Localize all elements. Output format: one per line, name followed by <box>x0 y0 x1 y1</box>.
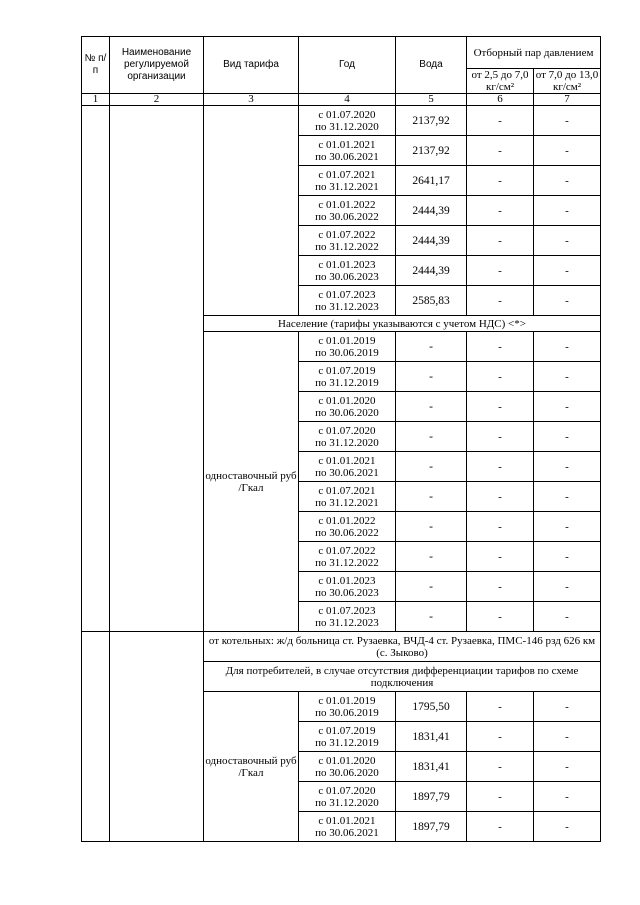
tariff-table <box>81 36 601 842</box>
water-value: - <box>396 422 467 452</box>
period-cell <box>299 602 396 632</box>
period-from: с 01.01.2020 <box>318 394 376 407</box>
header-water: Вода <box>396 37 467 94</box>
period-cell <box>299 106 396 136</box>
water-value: 2137,92 <box>396 106 467 136</box>
steam-low-value: - <box>467 256 534 286</box>
period-from: с 01.01.2023 <box>318 258 376 271</box>
period-to: по 31.12.2020 <box>315 796 379 809</box>
steam-low-value: - <box>467 542 534 572</box>
period-from: с 01.07.2023 <box>318 604 376 617</box>
steam-high-value: - <box>534 136 601 166</box>
period-cell <box>299 812 396 842</box>
steam-high-value: - <box>534 482 601 512</box>
steam-high-value: - <box>534 722 601 752</box>
period-to: по 30.06.2019 <box>315 706 379 719</box>
period-from: с 01.01.2020 <box>318 754 376 767</box>
boiler-label: от котельных: ж/д больница ст. Рузаевка, ВЧД-4 ст. Рузаевка, ПМС-146 рзд 626 км (с. Зыково) <box>204 632 601 662</box>
steam-high-value: - <box>534 692 601 722</box>
period-to: по 31.12.2022 <box>315 556 379 569</box>
steam-low-value: - <box>467 286 534 316</box>
period-cell <box>299 226 396 256</box>
steam-low-value: - <box>467 422 534 452</box>
consumers-label: Для потребителей, в случае отсутствия дифференциации тарифов по схеме подключения <box>204 662 601 692</box>
header-type: Вид тарифа <box>204 37 299 94</box>
water-value: - <box>396 542 467 572</box>
water-value: 1795,50 <box>396 692 467 722</box>
water-value: - <box>396 452 467 482</box>
steam-low-value: - <box>467 722 534 752</box>
period-to: по 31.12.2021 <box>315 496 379 509</box>
period-from: с 01.01.2023 <box>318 574 376 587</box>
period-to: по 31.12.2020 <box>315 436 379 449</box>
column-number: 5 <box>396 94 467 106</box>
period-to: по 31.12.2023 <box>315 616 379 629</box>
period-to: по 31.12.2019 <box>315 376 379 389</box>
steam-low-value: - <box>467 752 534 782</box>
column-numbers-row <box>82 94 601 106</box>
header-steam-high: от 7,0 до 13,0 кг/см² <box>534 69 601 94</box>
tariff-table-body <box>82 37 601 842</box>
period-from: с 01.07.2019 <box>318 364 376 377</box>
period-from: с 01.01.2019 <box>318 334 376 347</box>
steam-high-value: - <box>534 422 601 452</box>
period-to: по 30.06.2020 <box>315 406 379 419</box>
steam-low-value: - <box>467 332 534 362</box>
header-row <box>82 37 601 69</box>
period-to: по 31.12.2020 <box>315 120 379 133</box>
org-cell <box>110 632 204 842</box>
steam-high-value: - <box>534 512 601 542</box>
header-steam-low: от 2,5 до 7,0 кг/см² <box>467 69 534 94</box>
period-from: с 01.07.2021 <box>318 168 376 181</box>
period-to: по 30.06.2021 <box>315 466 379 479</box>
period-from: с 01.07.2021 <box>318 484 376 497</box>
water-value: - <box>396 392 467 422</box>
steam-low-value: - <box>467 452 534 482</box>
column-number: 6 <box>467 94 534 106</box>
period-to: по 30.06.2023 <box>315 586 379 599</box>
period-from: с 01.07.2022 <box>318 228 376 241</box>
steam-high-value: - <box>534 602 601 632</box>
steam-high-value: - <box>534 332 601 362</box>
tariff-kind-cell <box>204 106 299 316</box>
period-to: по 30.06.2020 <box>315 766 379 779</box>
steam-high-value: - <box>534 166 601 196</box>
steam-high-value: - <box>534 362 601 392</box>
table-row <box>82 106 601 136</box>
period-cell <box>299 136 396 166</box>
period-to: по 30.06.2021 <box>315 150 379 163</box>
tariff-kind-cell: одноставочный руб /Гкал <box>204 332 299 632</box>
period-cell <box>299 692 396 722</box>
period-from: с 01.07.2020 <box>318 108 376 121</box>
steam-low-value: - <box>467 166 534 196</box>
steam-low-value: - <box>467 226 534 256</box>
column-number: 1 <box>82 94 110 106</box>
water-value: - <box>396 482 467 512</box>
period-to: по 30.06.2022 <box>315 210 379 223</box>
water-value: 2444,39 <box>396 256 467 286</box>
steam-low-value: - <box>467 692 534 722</box>
header-year: Год <box>299 37 396 94</box>
header-num: № п/п <box>82 37 110 94</box>
water-value: 2444,39 <box>396 196 467 226</box>
steam-low-value: - <box>467 392 534 422</box>
period-cell <box>299 542 396 572</box>
steam-high-value: - <box>534 106 601 136</box>
org-cell <box>110 106 204 632</box>
period-to: по 31.12.2022 <box>315 240 379 253</box>
period-from: с 01.01.2022 <box>318 514 376 527</box>
steam-low-value: - <box>467 812 534 842</box>
num-cell <box>82 632 110 842</box>
steam-low-value: - <box>467 602 534 632</box>
period-from: с 01.07.2023 <box>318 288 376 301</box>
period-from: с 01.01.2022 <box>318 198 376 211</box>
steam-low-value: - <box>467 572 534 602</box>
steam-high-value: - <box>534 392 601 422</box>
period-to: по 31.12.2023 <box>315 300 379 313</box>
population-label: Население (тарифы указываются с учетом НДС) <*> <box>204 316 601 332</box>
column-number: 4 <box>299 94 396 106</box>
water-value: 1831,41 <box>396 752 467 782</box>
water-value: 1897,79 <box>396 782 467 812</box>
period-cell <box>299 332 396 362</box>
period-from: с 01.01.2021 <box>318 454 376 467</box>
water-value: 1897,79 <box>396 812 467 842</box>
water-value: 2585,83 <box>396 286 467 316</box>
period-from: с 01.07.2019 <box>318 724 376 737</box>
period-to: по 31.12.2021 <box>315 180 379 193</box>
period-cell <box>299 452 396 482</box>
steam-low-value: - <box>467 512 534 542</box>
water-value: - <box>396 332 467 362</box>
water-value: - <box>396 362 467 392</box>
table-row <box>82 632 601 662</box>
water-value: - <box>396 602 467 632</box>
steam-low-value: - <box>467 136 534 166</box>
column-number: 3 <box>204 94 299 106</box>
water-value: 2137,92 <box>396 136 467 166</box>
period-cell <box>299 752 396 782</box>
period-cell <box>299 196 396 226</box>
period-cell <box>299 722 396 752</box>
period-from: с 01.01.2019 <box>318 694 376 707</box>
period-cell <box>299 286 396 316</box>
header-steam: Отборный пар давлением <box>467 37 601 69</box>
steam-low-value: - <box>467 782 534 812</box>
water-value: - <box>396 572 467 602</box>
steam-high-value: - <box>534 752 601 782</box>
steam-low-value: - <box>467 196 534 226</box>
period-cell <box>299 572 396 602</box>
period-from: с 01.07.2020 <box>318 424 376 437</box>
period-to: по 30.06.2019 <box>315 346 379 359</box>
period-cell <box>299 166 396 196</box>
steam-high-value: - <box>534 256 601 286</box>
steam-high-value: - <box>534 226 601 256</box>
period-from: с 01.01.2021 <box>318 814 376 827</box>
period-to: по 30.06.2023 <box>315 270 379 283</box>
period-from: с 01.07.2022 <box>318 544 376 557</box>
steam-low-value: - <box>467 362 534 392</box>
tariff-kind-cell: одноставочный руб /Гкал <box>204 692 299 842</box>
column-number: 7 <box>534 94 601 106</box>
steam-high-value: - <box>534 286 601 316</box>
period-cell <box>299 422 396 452</box>
steam-high-value: - <box>534 196 601 226</box>
water-value: - <box>396 512 467 542</box>
steam-high-value: - <box>534 572 601 602</box>
period-cell <box>299 782 396 812</box>
period-to: по 31.12.2019 <box>315 736 379 749</box>
water-value: 2444,39 <box>396 226 467 256</box>
water-value: 2641,17 <box>396 166 467 196</box>
water-value: 1831,41 <box>396 722 467 752</box>
period-from: с 01.07.2020 <box>318 784 376 797</box>
period-to: по 30.06.2022 <box>315 526 379 539</box>
steam-high-value: - <box>534 812 601 842</box>
num-cell <box>82 106 110 632</box>
steam-low-value: - <box>467 482 534 512</box>
period-to: по 30.06.2021 <box>315 826 379 839</box>
period-from: с 01.01.2021 <box>318 138 376 151</box>
period-cell <box>299 362 396 392</box>
steam-high-value: - <box>534 542 601 572</box>
steam-high-value: - <box>534 452 601 482</box>
header-org: Наименование регулируемой организации <box>110 37 204 94</box>
period-cell <box>299 512 396 542</box>
period-cell <box>299 482 396 512</box>
column-number: 2 <box>110 94 204 106</box>
steam-low-value: - <box>467 106 534 136</box>
period-cell <box>299 392 396 422</box>
steam-high-value: - <box>534 782 601 812</box>
period-cell <box>299 256 396 286</box>
